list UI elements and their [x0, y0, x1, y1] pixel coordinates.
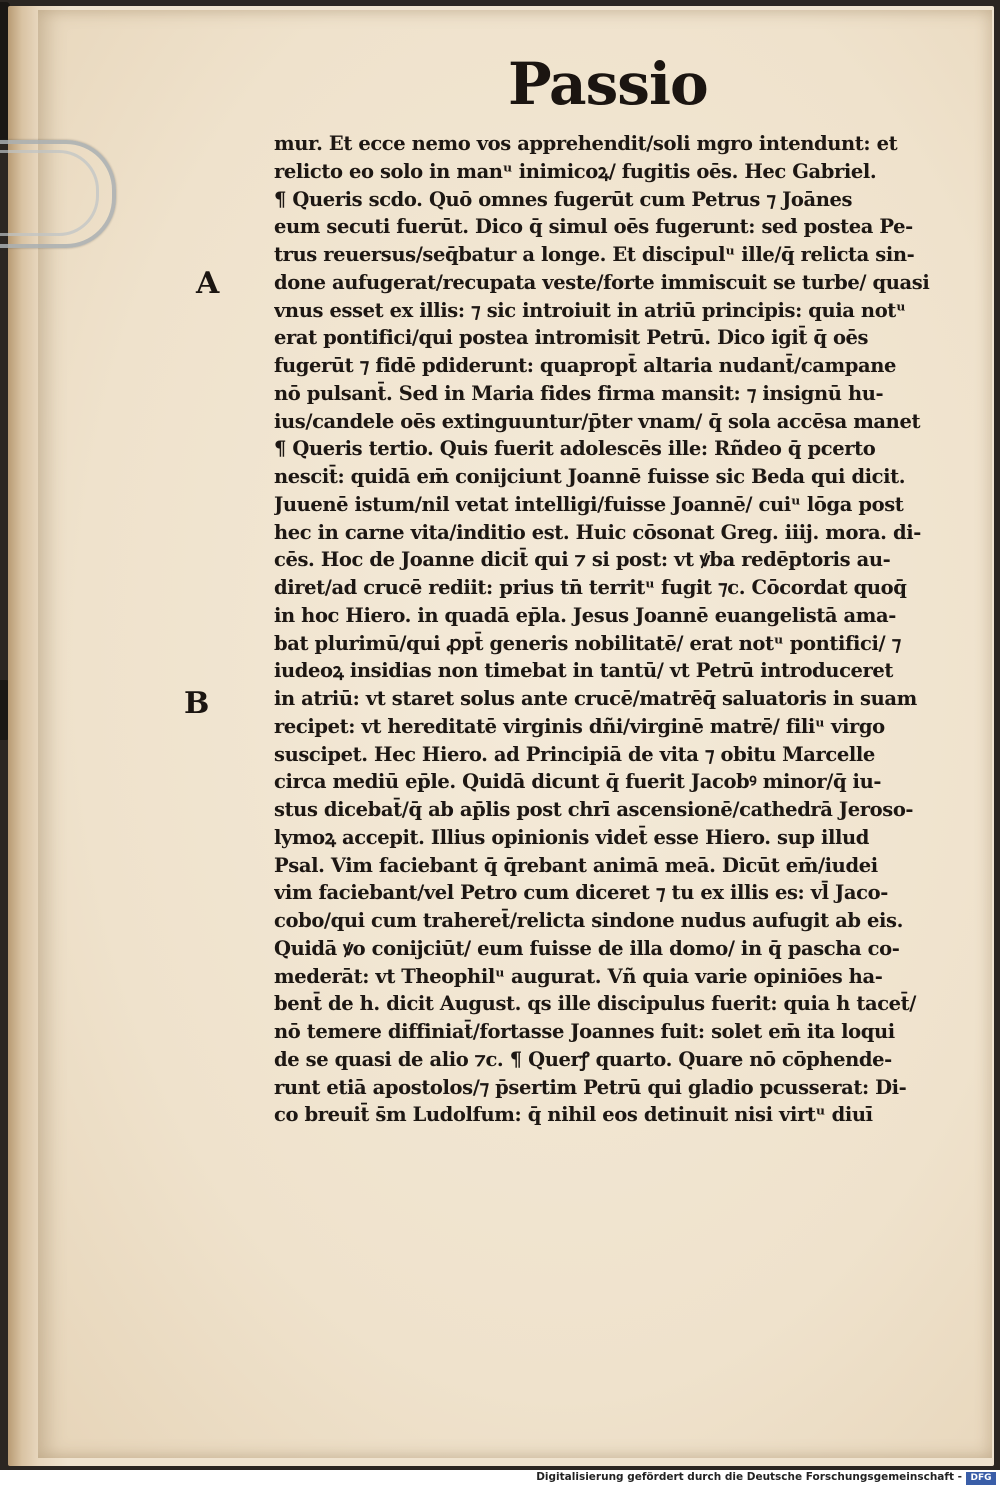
text-line: nō temere diffiniat̄/fortasse Joannes fuit: solet em̄ ita loqui: [274, 1020, 895, 1043]
text-line: Quidā ꝟo conijciūt/ eum fuisse de illa domo/ in q̄ pascha co-: [274, 936, 900, 960]
text-line: fugerūt ⁊ fidē pdiderunt: quapropt̄ altaria nudant̄/campane: [274, 354, 897, 377]
text-line: bent̄ de h. dicit August. qs ille discipulus fuerit: quia h tacet̄/: [274, 992, 916, 1016]
text-line: trus reuersus/seq̄batur a longe. Et discipulᵘ ille/q̄ relicta sin-: [274, 243, 915, 266]
text-line: diret/ad crucē rediit: prius tn̄ territᵘ fugit ⁊c. Cōcordat quoq̄: [274, 576, 907, 599]
text-line: Psal. Vim faciebant q̄ q̄rebant animā meā. Dicūt em̄/iudei: [274, 853, 878, 877]
text-line: done aufugerat/recupata veste/forte immiscuit se turbe/ quasi: [274, 270, 930, 294]
text-line: relicto eo solo in manᵘ inimicoꝝ/ fugitis oēs. Hec Gabriel.: [274, 159, 877, 183]
text-line: cēs. Hoc de Joanne dicit̄ qui ⁊ si post: vt ꝟba redēptoris au-: [274, 548, 891, 572]
margin-letter-a: A: [196, 266, 220, 301]
text-line: in atriū: vt staret solus ante crucē/matrēq̄ saluatoris in suam: [274, 687, 917, 710]
text-line: cobo/qui cum traheret̄/relicta sindone nudus aufugit ab eis.: [274, 909, 904, 932]
text-line: in hoc Hiero. in quadā ep̄la. Jesus Joannē euangelistā ama-: [274, 603, 896, 627]
text-line: recipet: vt hereditatē virginis dñi/virginē matrē/ filiᵘ virgo: [274, 714, 885, 738]
text-line: lymoꝝ accepit. Illius opinionis videt̄ esse Hiero. sup illud: [274, 825, 870, 849]
text-line: mur. Et ecce nemo vos apprehendit/soli mgro intendunt: et: [274, 132, 898, 155]
text-line: eum secuti fuerūt. Dico q̄ simul oēs fugerunt: sed postea Pe-: [274, 215, 913, 239]
text-line: runt etiā apostolos/⁊ p̄sertim Petrū qui gladio pcusserat: Di-: [274, 1075, 907, 1099]
funding-credit: Digitalisierung gefördert durch die Deutsche Forschungsgemeinschaft -: [536, 1471, 962, 1483]
text-line: vnus esset ex illis: ⁊ sic introiuit in atriū principis: quia notᵘ: [274, 298, 906, 322]
text-line: vim faciebant/vel Petro cum diceret ⁊ tu ex illis es: vl̄ Jaco-: [274, 881, 888, 905]
dfg-logo: DFG: [966, 1472, 996, 1485]
running-head: Passio: [508, 50, 708, 118]
paper-clip-inner: [0, 150, 99, 236]
text-line: nō pulsant̄. Sed in Maria fides firma mansit: ⁊ insignū hu-: [274, 381, 884, 405]
footer-bar: [0, 1470, 1000, 1487]
text-line: ¶ Queris scdo. Quō omnes fugerūt cum Petrus ⁊ Joānes: [274, 187, 853, 211]
text-line: mederāt: vt Theophilᵘ augurat. Vñ quia varie opiniōes ha-: [274, 964, 883, 988]
text-line: ius/candele oēs extinguuntur/p̄ter vnam/ q̄ sola accēsa manet: [274, 409, 921, 433]
text-line: nescit̄: quidā em̄ conijciunt Joannē fuisse sic Beda qui dicit.: [274, 465, 906, 488]
text-line: ¶ Queris tertio. Quis fuerit adolescēs ille: Rñdeo q̄ pcerto: [274, 437, 876, 461]
text-line: suscipet. Hec Hiero. ad Principiā de vita ⁊ obitu Marcelle: [274, 742, 875, 766]
text-line: bat plurimū/qui ꝓpt̄ generis nobilitatē/ erat notᵘ pontifici/ ⁊: [274, 631, 901, 655]
text-line: stus dicebat̄/q̄ ab ap̄lis post chrī ascensionē/cathedrā Jeroso-: [274, 798, 914, 821]
text-line: iudeoꝝ insidias non timebat in tantū/ vt Petrū introduceret: [274, 659, 894, 683]
text-line: co breuit̄ s̄m Ludolfum: q̄ nihil eos detinuit nisi virtᵘ diuī: [274, 1103, 873, 1127]
body-text: [274, 130, 944, 1129]
text-line: circa mediū ep̄le. Quidā dicunt q̄ fuerit Jacobꝰ minor/q̄ iu-: [274, 770, 882, 794]
text-line: erat pontifici/qui postea intromisit Petrū. Dico igit̄ q̄ oēs: [274, 326, 869, 350]
text-line: de se quasi de alio ⁊c. ¶ Querꝭ quarto. Quare nō cōphende-: [274, 1047, 892, 1071]
text-line: hec in carne vita/inditio est. Huic cōsonat Greg. iiij. mora. di-: [274, 520, 921, 544]
text-line: Juuenē istum/nil vetat intelligi/fuisse Joannē/ cuiᵘ lōga post: [274, 492, 904, 516]
margin-letter-b: B: [184, 686, 210, 721]
